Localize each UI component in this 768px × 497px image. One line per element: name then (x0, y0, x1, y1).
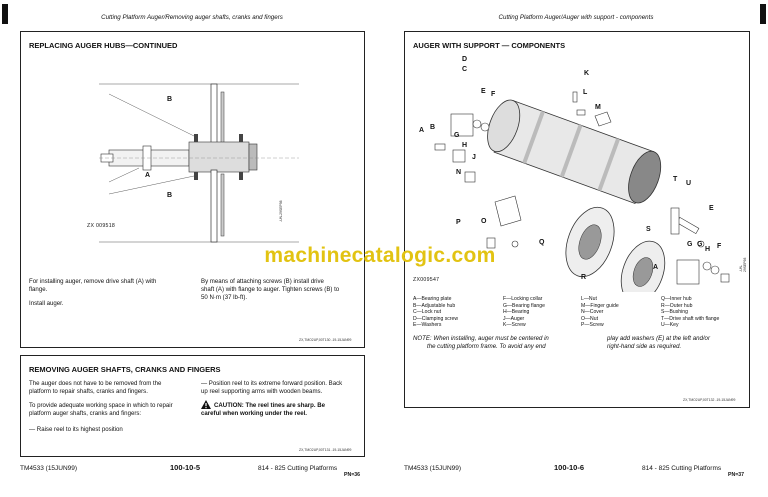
callout-p: P (456, 219, 461, 226)
install-text-line3: Install auger. (29, 300, 64, 307)
section-reference: ZX,TMO2UP,00T130 -19-15JAN99 (299, 338, 352, 342)
legend-item: F—Locking collar (503, 296, 543, 302)
legend-item: A—Bearing plate (413, 296, 452, 302)
note-line2: the cutting platform frame. To avoid any end (427, 343, 546, 350)
replacing-auger-hubs-section (20, 31, 365, 348)
section-title: REPLACING AUGER HUBS—CONTINUED (29, 41, 178, 50)
section-title: REMOVING AUGER SHAFTS, CRANKS AND FINGERS (29, 365, 221, 374)
callout-g-right1: G (687, 241, 693, 248)
figure-id: ZX009547 (413, 277, 440, 283)
callout-h-right: H (705, 246, 711, 253)
legend-item: L—Nut (581, 296, 597, 302)
callout-o: O (481, 218, 487, 225)
callout-e-right: E (709, 205, 714, 212)
page-header: Cutting Platform Auger/Removing auger shafts, cranks and fingers (101, 14, 283, 21)
callout-l: L (583, 89, 588, 96)
figure-side-code: -UN-29SEP98 (739, 257, 747, 272)
callout-a-right: A (653, 264, 659, 271)
step-line1: — Position reel to its extreme forward position. Back (201, 380, 343, 387)
caution-line2: careful when working under the reel. (201, 410, 307, 417)
section-title: AUGER WITH SUPPORT — COMPONENTS (413, 41, 566, 50)
footer-doc-id: TM4533 (15JUN99) (404, 465, 462, 472)
para1-line1: The auger does not have to be removed from the (29, 380, 162, 387)
callout-b: B (430, 124, 436, 131)
legend-col1 (413, 296, 458, 329)
step-line2: up reel supporting arms with wooden beams. (201, 388, 323, 395)
legend-item: J—Auger (503, 315, 525, 322)
callout-g-left: G (454, 132, 460, 139)
figure-side-code: -UN-29SEP98 (279, 200, 283, 222)
legend-col4 (661, 296, 719, 329)
legend-item: C—Lock nut (413, 309, 442, 316)
torque-text-line1: By means of attaching screws (B) install drive (201, 278, 324, 285)
legend-item: H—Bearing (503, 309, 530, 316)
footer-page-number: 100-10-6 (554, 463, 585, 472)
install-text-line1: For installing auger, remove drive shaft (A) with (29, 278, 157, 285)
callout-u: U (686, 180, 692, 187)
torque-text-line2: shaft (A) with flange to auger. Tighten screws (B) to (201, 286, 340, 293)
caution-icon (201, 400, 211, 409)
callout-b-bottom: B (167, 192, 173, 199)
figure-id: ZX 009518 (87, 223, 116, 229)
auger-with-support-section (404, 31, 750, 408)
legend-item: U—Key (661, 322, 679, 329)
legend-item: Q—Inner hub (661, 296, 692, 302)
legend-item: M—Finger guide (581, 302, 619, 309)
legend-col3 (581, 296, 619, 329)
footer-doc-id: TM4533 (15JUN99) (20, 465, 78, 472)
legend-item: D—Clamping screw (413, 315, 459, 322)
para3: — Raise reel to its highest position (29, 426, 123, 433)
callout-n: N (456, 169, 462, 176)
callout-g-right2: G (697, 241, 703, 248)
footer-pn: PN=36 (344, 472, 361, 478)
legend-item: T—Drive shaft with flange (661, 315, 720, 322)
para2-line2: platform auger shafts, cranks and fingers: (29, 410, 142, 417)
footer-page-number: 100-10-5 (170, 463, 201, 472)
watermark: machinecatalogic.com (264, 244, 496, 267)
legend-col2 (503, 296, 545, 329)
callout-q: Q (539, 239, 545, 246)
legend-item: R—Outer hub (661, 302, 693, 309)
auger-hub-figure (99, 72, 299, 262)
page-tab-marker (2, 4, 8, 24)
note-line4: right-hand side as required. (607, 343, 682, 350)
legend-item: P—Screw (581, 322, 604, 329)
legend-item: B—Adjustable hub (413, 302, 456, 309)
legend-item: K—Screw (503, 322, 526, 329)
callout-h-left: H (462, 142, 468, 149)
removing-auger-shafts-section (20, 355, 365, 457)
install-text-line2: flange. (29, 286, 48, 293)
legend-item: S—Bushing (661, 309, 688, 316)
section-reference: ZX,TMO2UP,00T132 -19-15JAN99 (683, 398, 736, 402)
page-tab-marker (760, 4, 766, 24)
para2-line1: To provide adequate working space in which to repair (29, 402, 173, 409)
callout-m: M (595, 104, 601, 111)
callout-r: R (581, 274, 587, 281)
para1-line2: platform to repair shafts, cranks and fingers. (29, 388, 148, 395)
callout-e: E (481, 88, 486, 95)
callout-c: C (462, 66, 468, 73)
callout-k: K (584, 70, 590, 77)
footer-product: 814 - 825 Cutting Platforms (258, 465, 338, 472)
callout-b-top: B (167, 96, 173, 103)
callout-f-right: F (717, 243, 722, 250)
caution-line1: CAUTION: The reel tines are sharp. Be (214, 402, 326, 409)
footer-pn: PN=37 (728, 472, 745, 478)
torque-text-line3: 50 N·m (37 lb-ft). (201, 294, 248, 301)
callout-a-left: A (419, 127, 425, 134)
legend-item: G—Bearing flange (503, 302, 545, 309)
callout-a: A (145, 172, 151, 179)
note-line3: play add washers (E) at the left and/or (607, 335, 710, 342)
page-header: Cutting Platform Auger/Auger with support - components (498, 14, 654, 21)
legend-item: O—Nut (581, 315, 598, 322)
legend-item: N—Cover (581, 309, 604, 316)
callout-s: S (646, 226, 651, 233)
callout-j: J (472, 154, 476, 161)
callout-t: T (673, 176, 678, 183)
legend-item: E—Washers (413, 322, 442, 329)
callout-f: F (491, 91, 496, 98)
callout-d: D (462, 56, 468, 63)
footer-product: 814 - 825 Cutting Platforms (642, 465, 722, 472)
section-reference: ZX,TMO2UP,00T131 -19-15JAN99 (299, 448, 352, 452)
note-line1: NOTE: When installing, auger must be centered in (413, 335, 549, 342)
